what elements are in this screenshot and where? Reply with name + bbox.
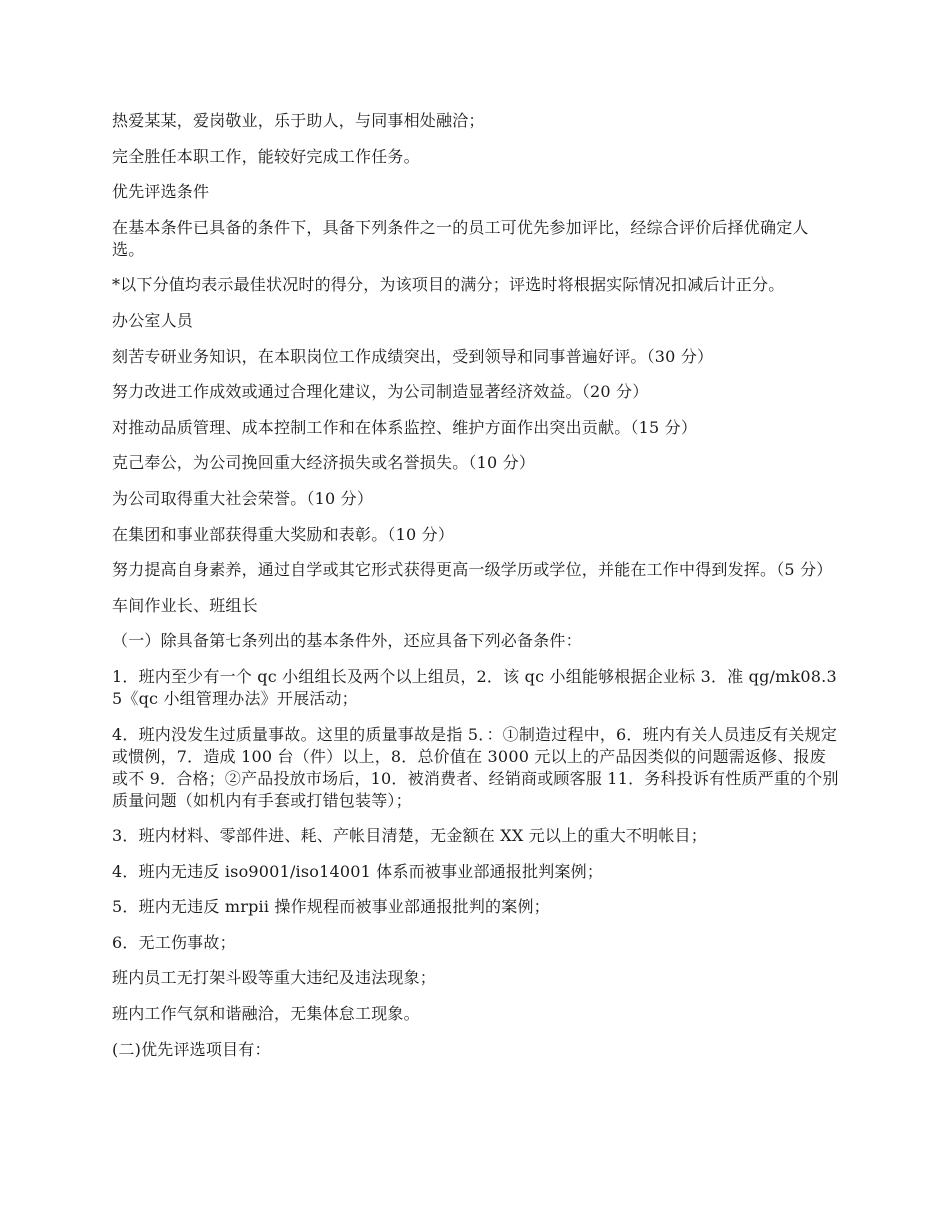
section-heading: 车间作业长、班组长 bbox=[112, 595, 258, 615]
paragraph: 完全胜任本职工作，能较好完成工作任务。 bbox=[112, 146, 420, 166]
subsection-heading: （一）除具备第七条列出的基本条件外，还应具备下列必备条件： bbox=[112, 631, 582, 651]
section-heading: 办公室人员 bbox=[112, 310, 194, 330]
subsection-heading: (二)优先评选项目有： bbox=[112, 1039, 271, 1059]
criterion-item: 克己奉公，为公司挽回重大经济损失或名誉损失。（10 分） bbox=[112, 453, 536, 473]
criterion-item: 对推动品质管理、成本控制工作和在体系监控、维护方面作出突出贡献。（15 分） bbox=[112, 417, 698, 437]
list-item: 4．班内无违反 iso9001/iso14001 体系而被事业部通报批判案例； bbox=[112, 861, 604, 881]
document-body bbox=[112, 110, 840, 1074]
list-item: 1．班内至少有一个 qc 小组组长及两个以上组员，2．该 qc 小组能够根据企业标 3．准 qg/mk08.35《qc 小组管理办法》开展活动； bbox=[112, 666, 837, 708]
criterion-item: 努力提高自身素养，通过自学或其它形式获得更高一级学历或学位，并能在工作中得到发挥。（5 分） bbox=[112, 560, 833, 580]
list-item: 6．无工伤事故； bbox=[112, 932, 236, 952]
list-item: 4．班内没发生过质量事故。这里的质量事故是指 5．：①制造过程中，6．班内有关人员违反有关规定或惯例，7．造成 100 台（件）以上，8．总价值在 3000 元以上的产品因类似的问题需返修、报废或不 9．合格；②产品投放市场后，10．被消费者、经销商或顾客服 11．务科投诉有性质严重的个别质量问题（如机内有手套或打错包装等）； bbox=[112, 724, 839, 810]
criterion-item: 努力改进工作成效或通过合理化建议，为公司制造显著经济效益。（20 分） bbox=[112, 382, 649, 402]
list-item: 5．班内无违反 mrpii 操作规程而被事业部通报批判的案例； bbox=[112, 897, 550, 917]
list-item: 3．班内材料、零部件进、耗、产帐目清楚，无金额在 XX 元以上的重大不明帐目； bbox=[112, 826, 707, 846]
paragraph: 在基本条件已具备的条件下，具备下列条件之一的员工可优先参加评比，经综合评价后择优确定人选。 bbox=[112, 217, 809, 259]
section-heading: 优先评选条件 bbox=[112, 182, 210, 202]
criterion-item: 为公司取得重大社会荣誉。（10 分） bbox=[112, 488, 374, 508]
paragraph: 热爱某某，爱岗敬业，乐于助人，与同事相处融洽； bbox=[112, 111, 485, 130]
paragraph: 班内员工无打架斗殴等重大违纪及违法现象； bbox=[112, 968, 437, 988]
criterion-item: 在集团和事业部获得重大奖励和表彰。（10 分） bbox=[112, 524, 455, 544]
criterion-item: 刻苦专研业务知识，在本职岗位工作成绩突出，受到领导和同事普遍好评。（30 分） bbox=[112, 346, 714, 366]
paragraph: 班内工作气氛和谐融洽，无集体怠工现象。 bbox=[112, 1004, 420, 1024]
note-paragraph: *以下分值均表示最佳状况时的得分，为该项目的满分；评选时将根据实际情况扣减后计正分。 bbox=[112, 275, 785, 295]
